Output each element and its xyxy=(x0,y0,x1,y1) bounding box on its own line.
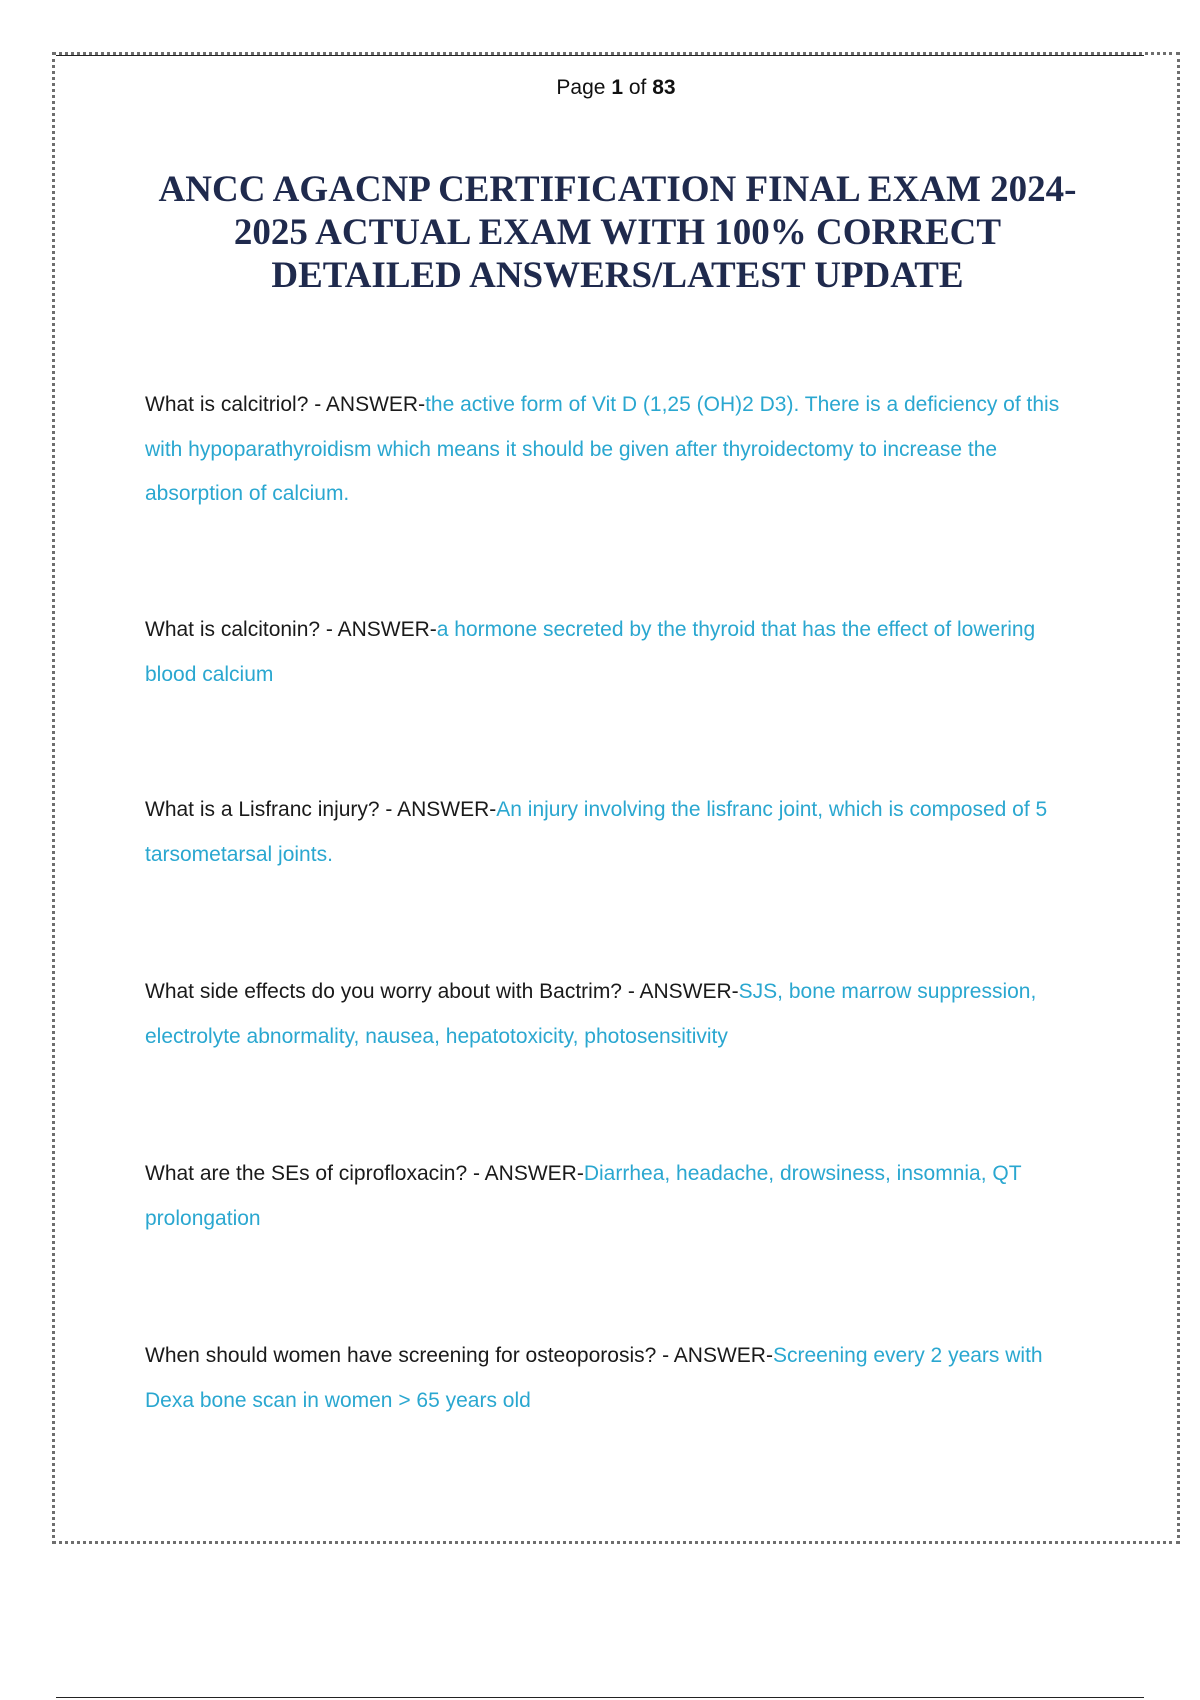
page-current: 1 xyxy=(611,76,623,99)
qa-answer: Diarrhea, headache, drowsiness, insomnia, QT prolongation xyxy=(145,1162,1022,1230)
bottom-rule xyxy=(56,1697,1144,1698)
qa-answer: the active form of Vit D (1,25 (OH)2 D3). There is a deficiency of this with hypoparathyroidism which means it should be given after thyroidectomy to increase the absorption of calcium. xyxy=(145,393,1060,505)
page-of: of xyxy=(628,76,647,99)
page-prefix: Page xyxy=(556,76,606,99)
qa-question: What is a Lisfranc injury? xyxy=(145,798,380,821)
qa-answer-label: - ANSWER- xyxy=(622,980,739,1003)
qa-item-5 xyxy=(145,1152,1090,1241)
qa-item-4 xyxy=(145,970,1090,1059)
qa-item-2 xyxy=(145,608,1090,697)
document-title: ANCC AGACNP CERTIFICATION FINAL EXAM 2024-2025 ACTUAL EXAM WITH 100% CORRECT DETAILED ANSWERS/LATEST UPDATE xyxy=(158,169,1077,296)
qa-answer-label: - ANSWER- xyxy=(656,1344,773,1367)
qa-question: When should women have screening for osteoporosis? xyxy=(145,1344,657,1367)
qa-answer-label: - ANSWER- xyxy=(379,798,497,821)
qa-item-1 xyxy=(145,383,1090,517)
qa-item-6 xyxy=(145,1334,1090,1423)
qa-question: What is calcitriol? xyxy=(145,393,309,416)
qa-answer-label: - ANSWER- xyxy=(467,1162,584,1185)
qa-question: What is calcitonin? xyxy=(145,618,321,641)
qa-question: What side effects do you worry about with Bactrim? xyxy=(145,980,622,1003)
qa-answer: An injury involving the lisfranc joint, which is composed of 5 tarsometarsal joints. xyxy=(145,798,1048,866)
page-total: 83 xyxy=(652,76,676,99)
qa-answer-label: - ANSWER- xyxy=(320,618,437,641)
page-number xyxy=(0,76,1200,100)
qa-answer: a hormone secreted by the thyroid that has the effect of lowering blood calcium xyxy=(145,618,1036,686)
qa-answer: SJS, bone marrow suppression, electrolyte abnormality, nausea, hepatotoxicity, photosensitivity xyxy=(145,980,1037,1048)
qa-item-3 xyxy=(145,788,1090,877)
qa-question: What are the SEs of ciprofloxacin? xyxy=(145,1162,468,1185)
qa-answer-label: - ANSWER- xyxy=(308,393,426,416)
qa-answer: Screening every 2 years with Dexa bone scan in women > 65 years old xyxy=(145,1344,1043,1412)
